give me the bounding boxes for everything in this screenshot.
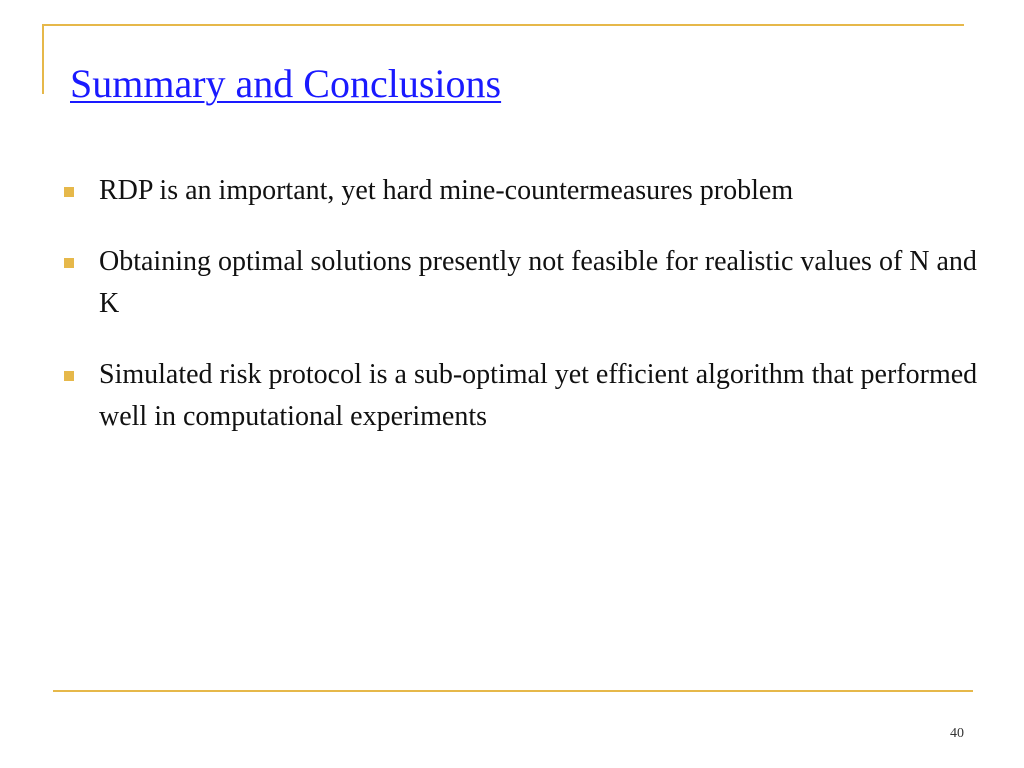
slide-title[interactable]: Summary and Conclusions	[70, 61, 502, 106]
frame-left-line	[42, 24, 44, 94]
frame-top-line	[42, 24, 964, 26]
frame-bottom-line	[53, 690, 973, 692]
square-bullet-icon	[64, 187, 74, 197]
square-bullet-icon	[64, 371, 74, 381]
bullet-list	[62, 170, 982, 438]
bullet-item	[62, 241, 982, 325]
page-number: 40	[950, 726, 964, 741]
bullet-text: Obtaining optimal solutions presently not feasible for realistic values of N and K	[99, 246, 977, 319]
bullet-item	[62, 170, 982, 212]
bullet-item	[62, 354, 982, 438]
square-bullet-icon	[64, 258, 74, 268]
bullet-text: RDP is an important, yet hard mine-countermeasures problem	[99, 175, 794, 206]
bullet-text: Simulated risk protocol is a sub-optimal yet efficient algorithm that performed well in computational experiments	[99, 359, 978, 432]
